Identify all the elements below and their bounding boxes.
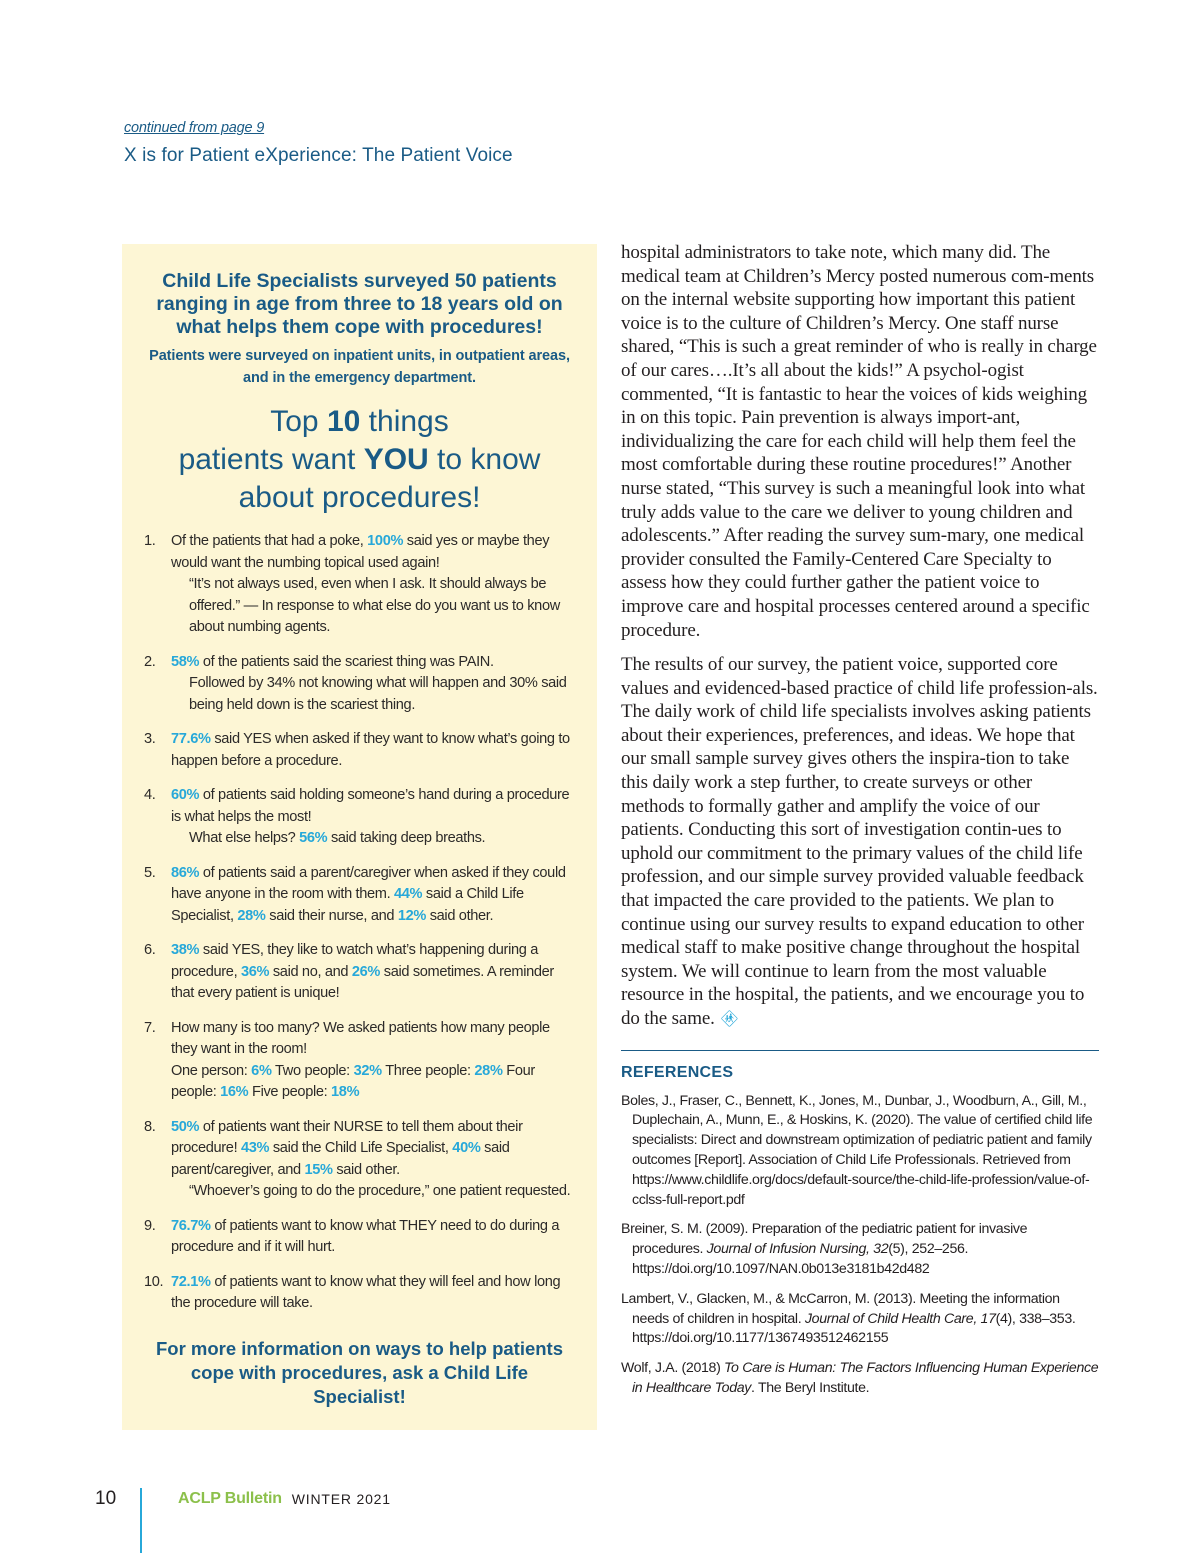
footer-divider [140,1488,142,1553]
list-item: 1. Of the patients that had a poke, 100% said yes or maybe they would want the numbing topical used again! “It’s not always used, even when I ask. It should always be offered.” — In response to what else do you want us to know about numbing agents. [144,531,575,639]
item-note: Followed by 34% not knowing what will happen and 30% said being held down is the scariest thing. [189,675,567,713]
survey-outro: For more information on ways to help patients cope with procedures, ask a Child Life Specialist! [155,1337,564,1407]
child-figure-icon: 🚸︎ [719,1011,740,1028]
issue-date: WINTER 2021 [291,1491,391,1507]
top10-heading: Top 10 things patients want YOU to know about procedures! [178,405,541,514]
list-item: 10. 72.1% of patients want to know what they will feel and how long the procedure will take. [144,1273,561,1311]
list-item: 8. 50% of patients want their NURSE to tell them about their procedure! 43% said the Child Life Specialist, 40% said parent/caregiver, and 15% said other. “Whoever’s going to do the procedure,” one patient requested. [144,1117,575,1203]
publication-name: ACLP Bulletin [178,1490,282,1507]
page-number: 10 [95,1488,117,1509]
reference-item: Breiner, S. M. (2009). Preparation of the pediatric patient for invasive procedures. Journal of Infusion Nursing, 32(5), 252–256. https://doi.org/10.1097/NAN.0b013e3181b42d482 [621,1221,1028,1277]
article-body [621,241,1099,1399]
list-item: 5. 86% of patients said a parent/caregiver when asked if they could have anyone in the room with them. 44% said a Child Life Specialist, 28% said their nurse, and 12% said other. [144,864,566,924]
reference-item: Lambert, V., Glacken, M., & McCarron, M. (2013). Meeting the information needs of children in hospital. Journal of Child Health Care, 17(4), 338–353. https://doi.org/10.1177/1367493512462155 [621,1290,1076,1347]
top10-list [144,531,575,1315]
survey-sidebar [122,244,597,1430]
list-item: 9. 76.7% of patients want to know what THEY need to do during a procedure and if it will hurt. [144,1217,560,1255]
reference-item: Boles, J., Fraser, C., Bennett, K., Jones, M., Dunbar, J., Woodburn, A., Gill, M., Duplechain, A., Munn, E., & Hoskins, K. (2020). The value of certified child life specialists: Direct and downstream optimization of pediatric patient and family outcomes [Report]. Association of Child Life Professionals. Retrieved from https://www.childlife.org/docs/default-source/the-child-life-profession/value-of-cclss-full-report.pdf [621,1092,1093,1208]
list-item: 7. How many is too many? We asked patients how many people they want in the room! One person: 6% Two people: 32% Three people: 28% Four people: 16% Five people: 18% [144,1019,550,1100]
survey-intro: Child Life Specialists surveyed 50 patients ranging in age from three to 18 years old on what helps them cope with procedures! [156,270,563,338]
list-item: 3. 77.6% said YES when asked if they want to know what’s going to happen before a procedure. [144,731,570,769]
patient-quote: “It’s not always used, even when I ask. It should always be offered.” — In response to what else do you want us to know about numbing agents. [189,576,560,635]
patient-quote: “Whoever’s going to do the procedure,” one patient requested. [189,1183,571,1199]
list-item: 2. 58% of the patients said the scariest thing was PAIN. Followed by 34% not knowing what will happen and 30% said being held down is the scariest thing. [144,652,575,717]
page-footer [95,1488,391,1510]
reference-item: Wolf, J.A. (2018) To Care is Human: The Factors Influencing Human Experience in Healthcare Today. The Beryl Institute. [621,1360,1099,1396]
body-paragraph: hospital administrators to take note, which many did. The medical team at Children’s Mercy posted numerous com-ments on the internal website supporting how important this patient voice is to the culture of Children’s Mercy. One staff nurse shared, “This is such a great reminder of who is really in charge of our cares….It’s all about the kids!” A psychol-ogist commented, “It is fantastic to hear the voices of kids weighing in on this topic. Pain prevention is always import-ant, individualizing the care for each child will help them feel the most comfortable during these routine procedures!” Another nurse stated, “This survey is such a meaningful look into what truly adds value to the care we deliver to young children and adolescents.” After reading the survey sum-mary, one medical provider consulted the Family-Centered Care Specialty to assess how they could further gather the patient voice to improve care and hospital processes centered around a specific procedure. [621,242,1097,641]
survey-subintro: Patients were surveyed on inpatient units, in outpatient areas, and in the emergency department. [149,348,570,386]
article-header [124,120,513,167]
list-item: 4. 60% of patients said holding someone’s hand during a procedure is what helps the most! What else helps? 56% said taking deep breaths. [144,785,575,850]
continued-link[interactable]: continued from page 9 [124,120,265,136]
references-divider [621,1050,1099,1051]
article-title: X is for Patient eXperience: The Patient Voice [124,145,513,166]
list-item: 6. 38% said YES, they like to watch what’s happening during a procedure, 36% said no, and 26% said sometimes. A reminder that every patient is unique! [144,942,554,1001]
references-heading: REFERENCES [621,1063,734,1081]
body-paragraph: The results of our survey, the patient voice, supported core values and evidenced-based practice of child life profession-als. The daily work of child life specialists involves asking patients about their experiences, preferences, and ideas. We hope that our small sample survey gives others the inspira-tion to take this daily work a step further, to create surveys or other methods to formally gather and amplify the voice of our patients. Conducting this sort of investigation contin-ues to uphold our commitment to the primary values of the child life profession, and our simple survey provided valuable feedback that impacted the care provided to the patients. We plan to continue using our survey results to expand education to other medical staff to make positive change throughout the hospital system. We will continue to learn from the most valuable resource in the hospital, the patients, and we encourage you to do the same. 🚸︎ [621,654,1098,1029]
item-note: What else helps? 56% said taking deep breaths. [189,830,486,846]
